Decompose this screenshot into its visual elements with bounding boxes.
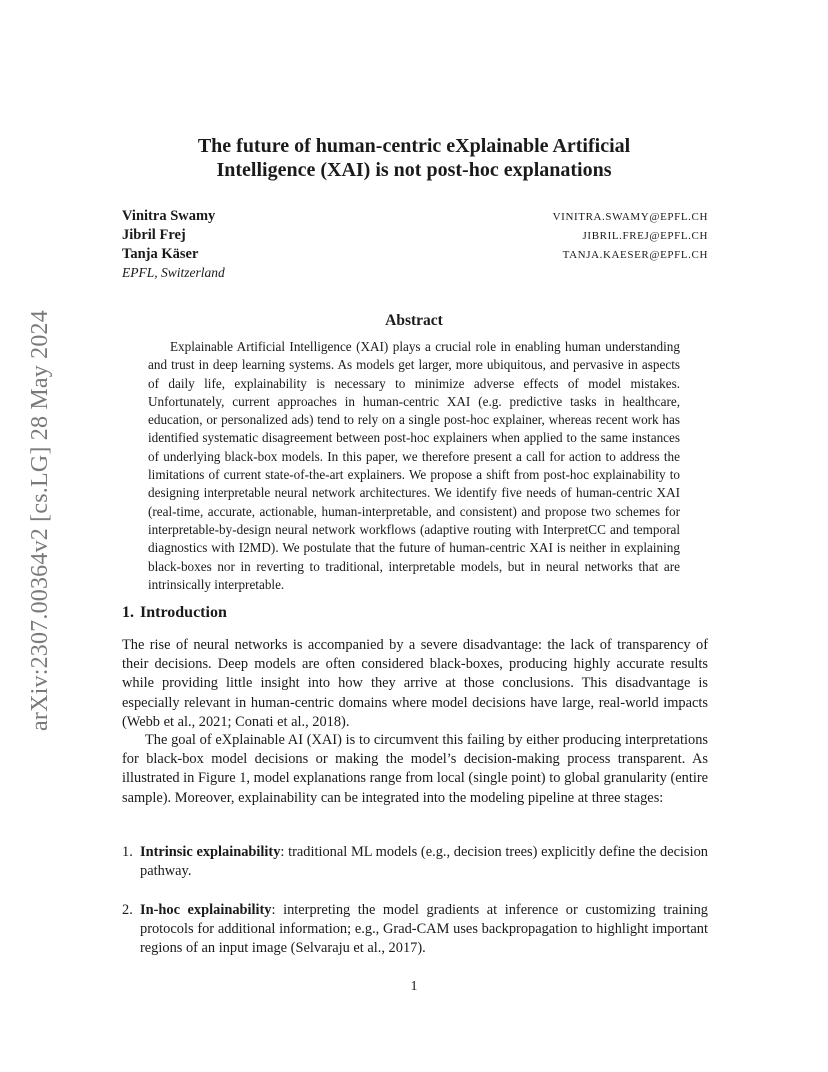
list-item-text: : traditional ML models (e.g., decision trees) explicitly define the decision pathway. bbox=[140, 844, 708, 880]
author-name: Jibril Frej bbox=[122, 227, 186, 243]
author-email: TANJA.KAESER@EPFL.CH bbox=[562, 249, 708, 261]
list-item-number: 1. bbox=[122, 844, 133, 860]
paragraph bbox=[122, 636, 708, 732]
author-name: Tanja Käser bbox=[122, 246, 199, 262]
arxiv-identifier-stamp bbox=[22, 280, 58, 760]
abstract-body bbox=[148, 338, 680, 594]
author-block bbox=[122, 207, 708, 282]
paper-title bbox=[0, 134, 828, 182]
author-affiliation: EPFL, Switzerland bbox=[122, 265, 225, 280]
paragraph-text: The goal of eXplainable AI (XAI) is to circumvent this failing by either producing interpretations for black-box model decisions or making the model’s decision-making process transparent. As illustrated in Figure 1, model explanations range from local (single point) to global granularity (entire sample). Moreover, explainability can be integrated into the modeling pipeline at three stages: bbox=[122, 732, 708, 806]
paper-title-line-2: Intelligence (XAI) is not post-hoc explanations bbox=[216, 159, 612, 181]
section-heading bbox=[122, 604, 227, 622]
author-email: JIBRIL.FREJ@EPFL.CH bbox=[582, 230, 708, 242]
author-email: VINITRA.SWAMY@EPFL.CH bbox=[552, 211, 708, 223]
section-title: Introduction bbox=[140, 604, 227, 621]
paper-title-line-1: The future of human-centric eXplainable Artificial bbox=[197, 135, 631, 157]
abstract-text: Explainable Artificial Intelligence (XAI) plays a crucial role in enabling human understanding and trust in deep learning systems. As models get larger, more ubiquitous, and pervasive in aspects of daily life, explainability is necessary to minimize adverse effects of model mistakes. Unfortunately, current approaches in human-centric XAI (e.g. predictive tasks in healthcare, education, or personalized ads) tend to rely on a single post-hoc explainer, whereas recent work has identified systematic disagreement between post-hoc explainers when applied to the same instances of underlying black-box models. In this paper, we therefore present a call for action to address the limitations of current state-of-the-art explainers. We propose a shift from post-hoc explainability to designing interpretable neural network architectures. We identify five needs of human-centric XAI (real-time, accurate, actionable, human-interpretable, and consistent) and propose two schemes for interpretable-by-design neural network workflows (adaptive routing with InterpretCC and temporal diagnostics with I2MD). We postulate that the future of human-centric XAI is neither in explaining black-boxes nor in reverting to traditional, interpretable models, but in neural networks that are intrinsically interpretable. bbox=[148, 339, 680, 592]
page-number: 1 bbox=[410, 979, 418, 994]
paragraph-text: The rise of neural networks is accompanied by a severe disadvantage: the lack of transparency of their decisions. Deep models are often considered black-boxes, producing highly accurate results while providing little insight into how they arrive at those conclusions. This disadvantage is especially relevant in human-centric domains where model decisions have large, real-world impacts (Webb et al., 2021; Conati et al., 2018). bbox=[122, 637, 708, 730]
arxiv-identifier-text: arXiv:2307.00364v2 [cs.LG] 28 May 2024 bbox=[26, 309, 53, 731]
section-number: 1. bbox=[122, 604, 134, 621]
list-item-text: : interpreting the model gradients at inference or customizing training protocols for additional information; e.g., Grad-CAM uses backpropagation to highlight important regions of an input image (Selvaraju et al., 2017). bbox=[140, 902, 709, 957]
author-row bbox=[122, 207, 708, 226]
abstract-heading: Abstract bbox=[385, 312, 443, 329]
list-item-term: In-hoc explainability bbox=[140, 902, 272, 918]
list-item-content bbox=[140, 843, 708, 881]
author-row bbox=[122, 245, 708, 264]
paragraph bbox=[122, 731, 708, 808]
author-name: Vinitra Swamy bbox=[122, 208, 216, 224]
list-item-content bbox=[140, 901, 708, 959]
list-item bbox=[122, 901, 708, 959]
author-row bbox=[122, 226, 708, 245]
list-item-number: 2. bbox=[122, 902, 133, 918]
list-item-term: Intrinsic explainability bbox=[140, 844, 281, 860]
list-item bbox=[122, 843, 708, 881]
